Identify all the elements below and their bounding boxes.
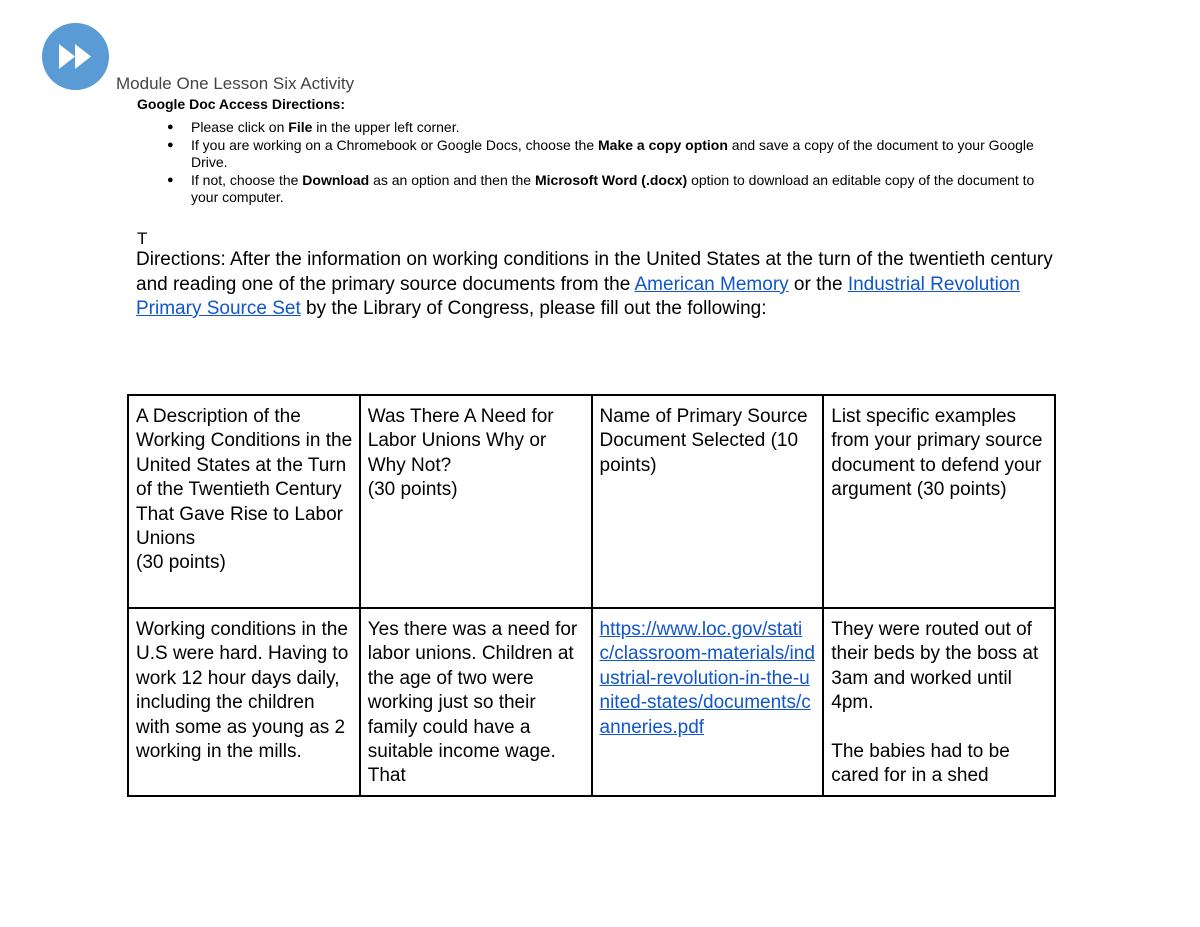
primary-source-url-link[interactable]: https://www.loc.gov/static/classroom-materials/industrial-revolution-in-the-united-states/documents/canneries.pdf bbox=[599, 619, 815, 738]
header-primary-source: Name of Primary Source Document Selected (10 points) bbox=[592, 395, 824, 608]
activity-directions: Directions: After the information on working conditions in the United States at the turn of the twentieth century and reading one of the primary source documents from the American Memory or the Industrial Revolution Primary Source Set by the Library of Congress, please fill out the following: bbox=[136, 249, 1053, 319]
answer-working-conditions[interactable]: Working conditions in the U.S were hard. Having to work 12 hour days daily, including the children with some as young as 2 working in the mills. bbox=[128, 608, 360, 796]
fast-forward-icon bbox=[42, 23, 109, 90]
logo-badge bbox=[42, 23, 109, 90]
bullet-icon: ● bbox=[167, 173, 174, 186]
header-need-for-unions: Was There A Need for Labor Unions Why or Why Not? (30 points) bbox=[360, 395, 592, 608]
header-specific-examples: List specific examples from your primary source document to defend your argument (30 points) bbox=[823, 395, 1055, 608]
access-step-download: ● If not, choose the Download as an option and then the Microsoft Word (.docx) option to download an editable copy of the document to your computer. bbox=[167, 171, 1035, 205]
answer-need-for-unions[interactable]: Yes there was a need for labor unions. Children at the age of two were working just so their family could have a suitable income wage. That bbox=[360, 608, 592, 796]
module-title: Module One Lesson Six Activity bbox=[116, 74, 355, 93]
activity-table bbox=[127, 394, 1056, 797]
access-steps-list bbox=[163, 119, 1053, 207]
table-row bbox=[128, 608, 1055, 796]
header-working-conditions: A Description of the Working Conditions in the United States at the Turn of the Twentieth Century That Gave Rise to Labor Unions (30 points) bbox=[128, 395, 360, 608]
access-step-file: ● Please click on File in the upper left corner. bbox=[167, 119, 460, 135]
american-memory-link[interactable]: American Memory bbox=[634, 273, 789, 295]
stray-character: T bbox=[137, 229, 148, 248]
answer-specific-examples[interactable]: They were routed out of their beds by the boss at 3am and worked until 4pm. The babies had to be cared for in a shed bbox=[823, 608, 1055, 796]
access-directions-heading: Google Doc Access Directions: bbox=[137, 96, 345, 112]
access-step-copy: ● If you are working on a Chromebook or Google Docs, choose the Make a copy option and save a copy of the document to your Google Drive. bbox=[167, 136, 1034, 170]
table-header-row bbox=[128, 395, 1055, 608]
primary-source-set-link[interactable]: Industrial Revolution Primary Source Set bbox=[136, 273, 1020, 319]
bullet-icon: ● bbox=[167, 138, 174, 151]
answer-primary-source bbox=[592, 608, 824, 796]
bullet-icon: ● bbox=[167, 121, 174, 133]
